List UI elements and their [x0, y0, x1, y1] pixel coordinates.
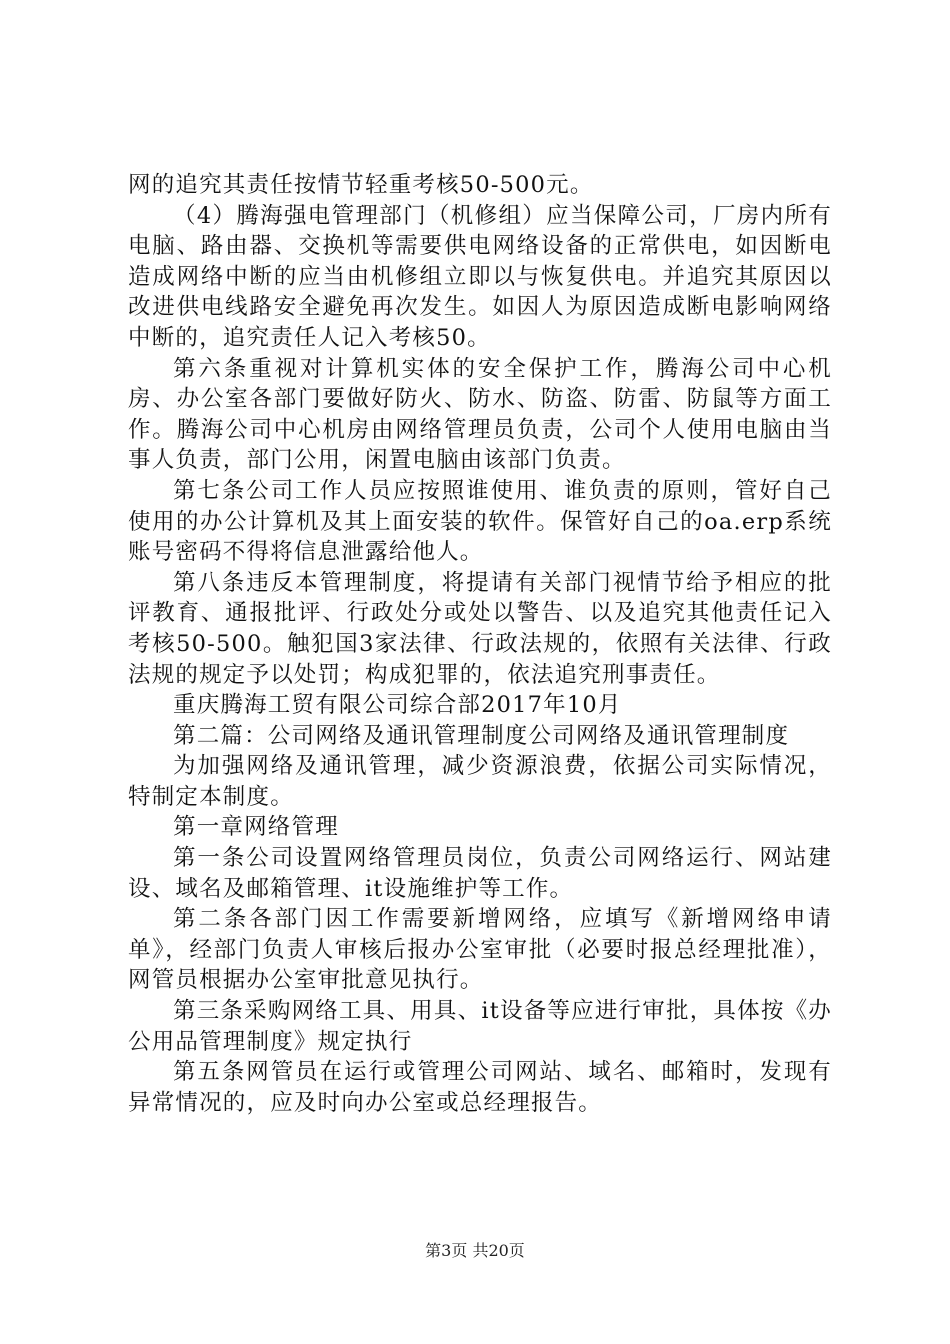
paragraph-article-6: 第六条重视对计算机实体的安全保护工作，腾海公司中心机房、办公室各部门要做好防火、防水、防盗、防雷、防鼠等方面工作。腾海公司中心机房由网络管理员负责，公司个人使用电脑由当事人负责，部门公用，闲置电脑由该部门负责。	[128, 355, 832, 474]
paragraph-article-5: 第五条网管员在运行或管理公司网站、域名、邮箱时，发现有异常情况的，应及时向办公室或总经理报告。	[128, 1059, 832, 1116]
paragraph-power-supply: （4）腾海强电管理部门（机修组）应当保障公司，厂房内所有电脑、路由器、交换机等需要供电网络设备的正常供电，如因断电造成网络中断的应当由机修组立即以与恢复供电。并追究其原因以改进供电线路安全避免再次发生。如因人为原因造成断电影响网络中断的，追究责任人记入考核50。	[128, 202, 832, 351]
paragraph-chapter-1: 第一章网络管理	[173, 814, 339, 841]
paragraph-continuation: 网的追究其责任按情节轻重考核50-500元。	[128, 172, 594, 198]
paragraph-article-8: 第八条违反本管理制度，将提请有关部门视情节给予相应的批评教育、通报批评、行政处分或处以警告、以及追究其他责任记入考核50-500。触犯国3家法律、行政法规的，依照有关法律、行政法规的规定予以处罚；构成犯罪的，依法追究刑事责任。	[128, 569, 832, 688]
paragraph-article-1: 第一条公司设置网络管理员岗位，负责公司网络运行、网站建设、域名及邮箱管理、it设施维护等工作。	[128, 845, 832, 902]
paragraph-purpose: 为加强网络及通讯管理，减少资源浪费，依据公司实际情况，特制定本制度。	[128, 753, 832, 810]
page-number: 第3页 共20页	[425, 1241, 525, 1260]
paragraph-article-7: 第七条公司工作人员应按照谁使用、谁负责的原则，管好自己使用的办公计算机及其上面安装的软件。保管好自己的oa.erp系统账号密码不得将信息泄露给他人。	[128, 477, 832, 566]
paragraph-part-two-title: 第二篇：公司网络及通讯管理制度公司网络及通讯管理制度	[173, 722, 790, 749]
document-body	[128, 170, 832, 1118]
paragraph-signature: 重庆腾海工贸有限公司综合部2017年10月	[173, 692, 622, 719]
paragraph-article-3: 第三条采购网络工具、用具、it设备等应进行审批，具体按《办公用品管理制度》规定执行	[128, 998, 832, 1055]
paragraph-article-2: 第二条各部门因工作需要新增网络，应填写《新增网络申请单》，经部门负责人审核后报办公室审批（必要时报总经理批准），网管员根据办公室审批意见执行。	[128, 906, 832, 994]
